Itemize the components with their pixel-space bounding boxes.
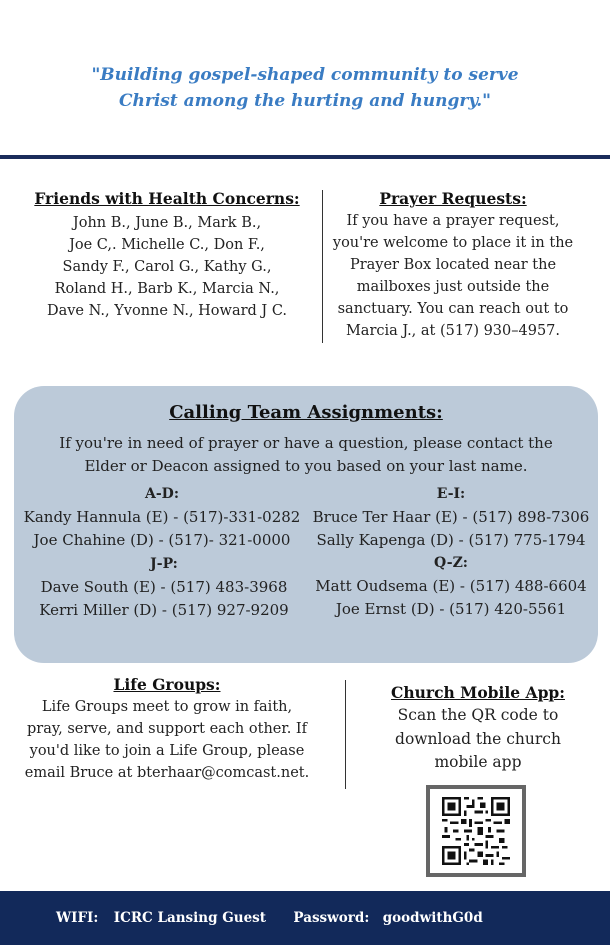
life-groups-line: you'd like to join a Life Group, please: [29, 743, 305, 759]
mobile-app-heading: Church Mobile App:: [391, 683, 565, 702]
header-divider: [0, 155, 610, 159]
friends-line: Dave N., Yvonne N., Howard J C.: [46, 303, 288, 319]
life-groups-line: pray, serve, and support each other. If: [26, 721, 308, 737]
friends-line: John B., June B., Mark B.,: [72, 215, 262, 231]
group-label: Q-Z:: [434, 555, 468, 571]
calling-heading: Calling Team Assignments:: [169, 402, 443, 423]
mobile-app-line: mobile app: [434, 753, 522, 771]
friends-line: Sandy F., Carol G., Kathy G.,: [62, 259, 272, 275]
friends-line: Joe C,. Michelle C., Don F.,: [69, 237, 265, 253]
prayer-line: sanctuary. You can reach out to: [337, 301, 569, 317]
friends-section: [14, 188, 320, 322]
calling-intro: [14, 432, 598, 478]
column-divider: [322, 190, 323, 343]
qr-code-icon: [442, 797, 510, 865]
life-groups-section: [12, 674, 322, 784]
elder-contact: Dave South (E) - (517) 483-3968: [40, 578, 288, 596]
prayer-line: Prayer Box located near the: [349, 257, 557, 273]
deacon-contact: Sally Kapenga (D) - (517) 775-1794: [316, 531, 586, 549]
password-value: goodwithG0d: [382, 910, 483, 926]
group-e-i: [306, 483, 596, 552]
group-label: J-P:: [150, 556, 178, 572]
group-a-d: [14, 483, 310, 552]
mobile-app-line: download the church: [395, 729, 561, 748]
elder-contact: Bruce Ter Haar (E) - (517) 898-7306: [312, 508, 590, 526]
group-label: E-I:: [436, 486, 466, 502]
friends-line: Roland H., Barb K., Marcia N.,: [54, 281, 280, 297]
password-label: Password:: [293, 910, 370, 926]
elder-contact: Kandy Hannula (E) - (517)-331-0282: [23, 508, 301, 526]
prayer-line: mailboxes just outside the: [356, 279, 550, 295]
group-j-p: [14, 553, 314, 622]
motto-line-1: "Building gospel-shaped community to serve: [91, 65, 519, 85]
calling-intro-line: Elder or Deacon assigned to you based on your last name.: [84, 457, 528, 475]
friends-heading: Friends with Health Concerns:: [34, 189, 300, 208]
group-q-z: [306, 552, 596, 621]
mobile-app-section: [370, 682, 586, 775]
life-groups-heading: Life Groups:: [113, 675, 221, 694]
prayer-line: Marcia J., at (517) 930–4957.: [345, 323, 561, 339]
wifi-label: WIFI:: [56, 910, 99, 926]
wifi-network: ICRC Lansing Guest: [113, 910, 266, 926]
life-groups-line: Life Groups meet to grow in faith,: [41, 699, 293, 715]
prayer-section: [326, 188, 580, 342]
life-groups-line: email Bruce at bterhaar@comcast.net.: [24, 765, 310, 781]
deacon-contact: Joe Ernst (D) - (517) 420-5561: [335, 600, 567, 618]
deacon-contact: Joe Chahine (D) - (517)- 321-0000: [33, 531, 291, 549]
calling-intro-line: If you're in need of prayer or have a question, please contact the: [59, 434, 553, 452]
prayer-line: If you have a prayer request,: [346, 213, 560, 229]
deacon-contact: Kerri Miller (D) - (517) 927-9209: [39, 601, 289, 619]
mobile-app-line: Scan the QR code to: [397, 706, 559, 724]
qr-code[interactable]: [426, 785, 526, 877]
prayer-line: you're welcome to place it in the: [332, 235, 574, 251]
motto-line-2: Christ among the hurting and hungry.": [118, 91, 492, 111]
motto: [0, 62, 610, 114]
column-divider: [345, 680, 346, 789]
wifi-info: [56, 909, 483, 927]
group-label: A-D:: [145, 486, 179, 502]
prayer-heading: Prayer Requests:: [379, 189, 527, 208]
elder-contact: Matt Oudsema (E) - (517) 488-6604: [315, 577, 587, 595]
